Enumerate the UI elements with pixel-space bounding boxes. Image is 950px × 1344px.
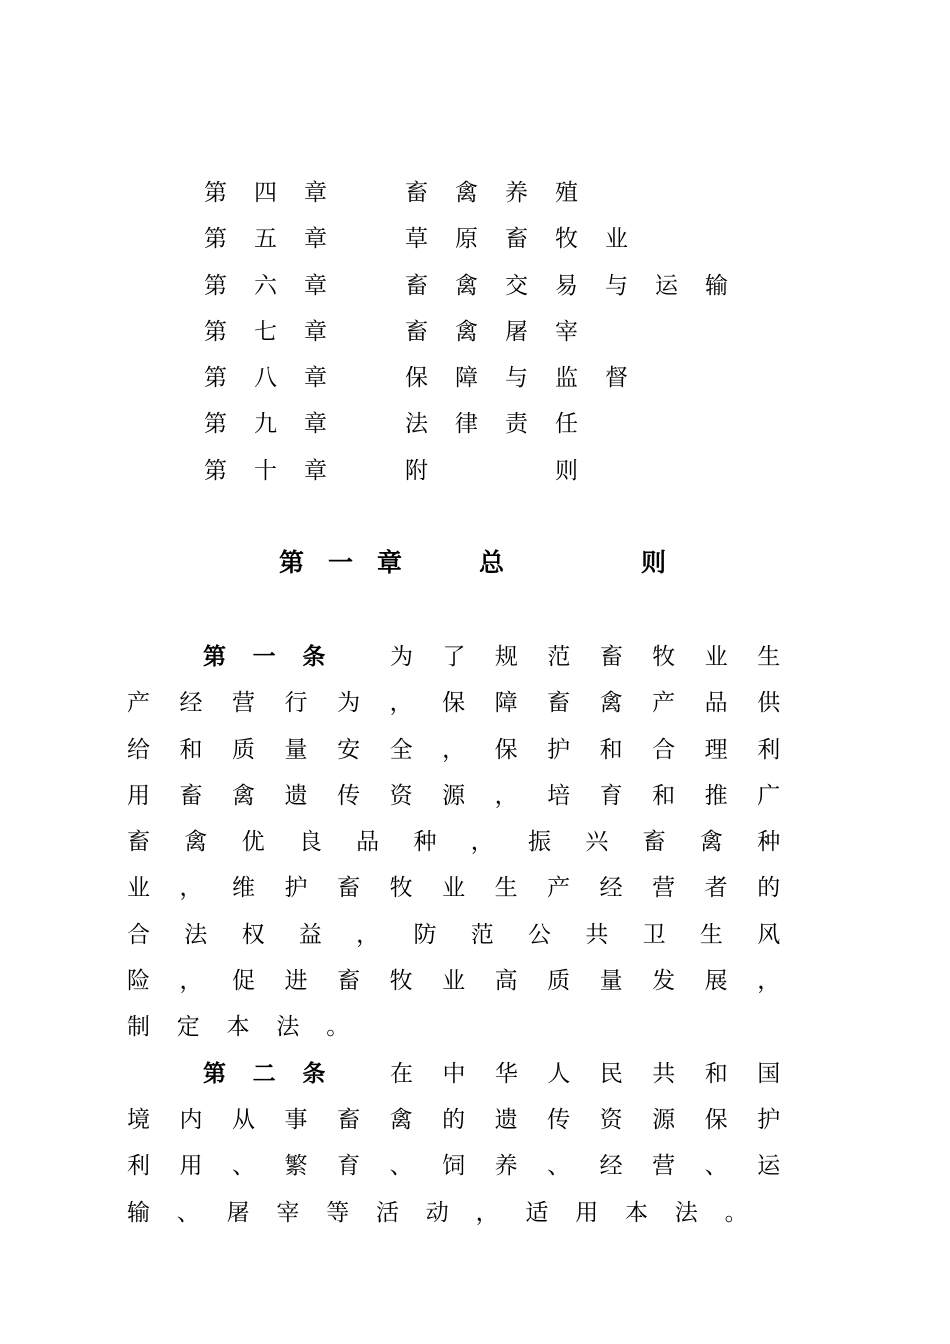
toc-chapter-title: 畜禽交易与运输 <box>405 272 755 299</box>
article <box>127 634 807 1051</box>
article-text: 为了规范畜牧业生产经营行为，保障畜禽产品供给和质量安全，保护和合理利用畜禽遗传资源，培育和推广畜禽优良品种，振兴畜禽种业，维护畜牧业生产经营者的合法权益，防范公共卫生风险，促进畜牧业高质量发展，制定本法。 <box>127 644 807 1041</box>
toc-chapter-title: 附 则 <box>405 457 605 484</box>
toc-chapter-number: 第四章 <box>204 180 354 206</box>
article-label: 第二条 <box>203 1060 352 1087</box>
chapter-heading <box>0 543 950 583</box>
chapter-heading-number: 第一章 <box>279 548 427 577</box>
toc-chapter-title: 法律责任 <box>405 411 605 438</box>
chapter-heading-title: 总则 <box>479 548 804 577</box>
toc-chapter-number: 第九章 <box>204 411 354 438</box>
toc-chapter-number: 第八章 <box>204 365 354 392</box>
toc-chapter-number: 第六章 <box>204 272 354 299</box>
toc-chapter-number: 第七章 <box>204 318 354 345</box>
toc-chapter-title: 保障与监督 <box>405 365 655 392</box>
toc-chapter-title: 草原畜牧业 <box>405 226 655 253</box>
article <box>127 1051 807 1236</box>
chapter-body <box>127 634 807 1236</box>
article-text: 在中华人民共和国境内从事畜禽的遗传资源保护利用、繁育、饲养、经营、运输、屠宰等活动，适用本法。 <box>127 1060 807 1226</box>
toc-chapter-title: 畜禽养殖 <box>405 180 605 206</box>
toc-chapter-number: 第十章 <box>204 457 354 484</box>
toc-chapter-number: 第五章 <box>204 226 354 253</box>
toc-chapter-title: 畜禽屠宰 <box>405 318 605 345</box>
article-label: 第一条 <box>203 644 352 670</box>
